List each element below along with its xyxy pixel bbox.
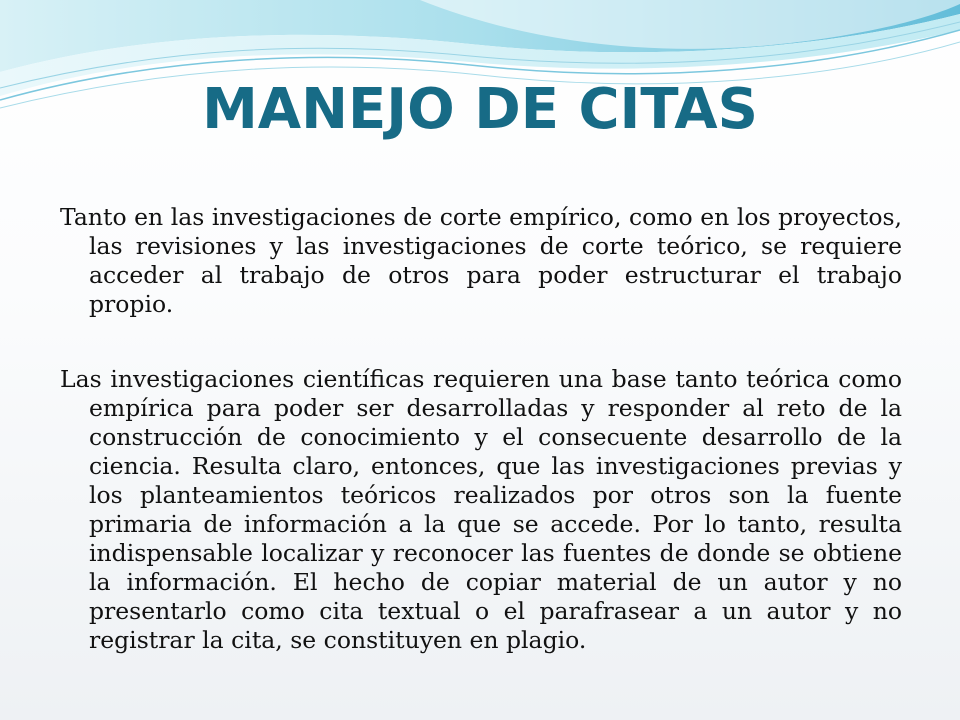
- slide-body: [60, 203, 902, 655]
- paragraph-plagiarism: Las investigaciones científicas requieren una base tanto teórica como empírica para poder ser desarrolladas y responder al reto de la construcción de conocimiento y el consecuente desarrollo de la ciencia. Resulta claro, entonces, que las investigaciones previas y los planteamientos teóricos realizados por otros son la fuente primaria de información a la que se accede. Por lo tanto, resulta indispensable localizar y reconocer las fuentes de donde se obtiene la información. El hecho de copiar material de un autor y no presentarlo como cita textual o el parafrasear a un autor y no registrar la cita, se constituyen en plagio.: [60, 365, 902, 654]
- paragraph-intro: Tanto en las investigaciones de corte empírico, como en los proyectos, las revisiones y las investigaciones de corte teórico, se requiere acceder al trabajo de otros para poder estructurar el trabajo propio.: [60, 203, 902, 318]
- slide-title: MANEJO DE CITAS: [202, 77, 758, 142]
